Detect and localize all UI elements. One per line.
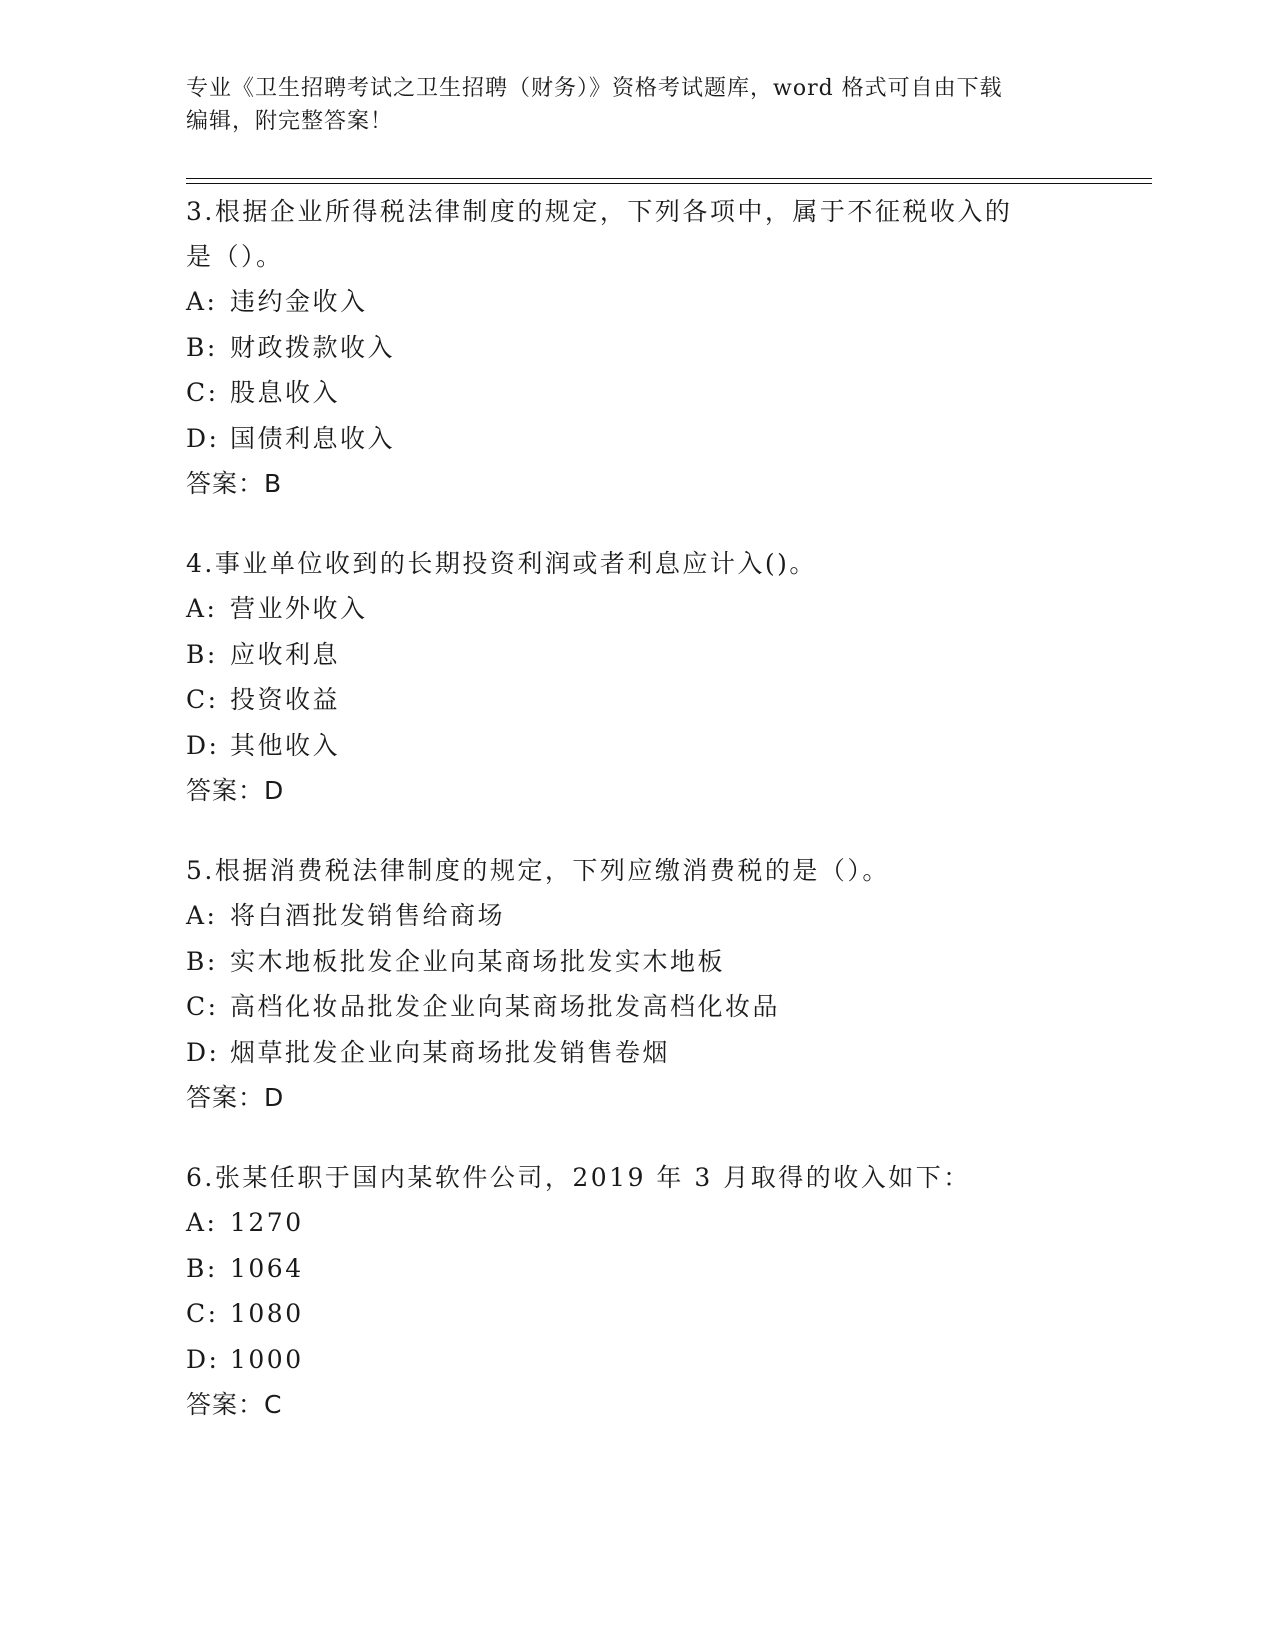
option-key: C:: [186, 685, 219, 714]
option-key: C:: [186, 1299, 219, 1328]
option-text: 将白酒批发销售给商场: [230, 901, 506, 930]
answer-line: 答案：D: [186, 776, 285, 805]
question-3: [186, 189, 1086, 507]
option-key: A:: [186, 1208, 218, 1237]
document-header: [186, 72, 1066, 138]
question-stem-line: 6.张某任职于国内某软件公司，2019 年 3 月取得的收入如下：: [186, 1163, 971, 1192]
answer-line: 答案：D: [186, 1083, 285, 1112]
header-divider-top: [186, 178, 1152, 179]
option-key: B:: [186, 639, 218, 669]
option-c: [186, 370, 1086, 416]
question-stem-line: 3.根据企业所得税法律制度的规定，下列各项中，属于不征税收入的: [186, 197, 1013, 226]
option-d: [186, 416, 1086, 462]
option-key: D:: [186, 1037, 220, 1067]
option-text: 应收利息: [230, 639, 341, 669]
answer-line: 答案：C: [186, 1390, 283, 1419]
option-b: [186, 632, 1086, 678]
option-b: [186, 325, 1086, 371]
option-key: D:: [186, 730, 220, 760]
question-5: [186, 848, 1086, 1121]
answer-line: 答案：B: [186, 469, 283, 498]
option-key: C:: [186, 992, 219, 1021]
option-text: 国债利息收入: [230, 423, 396, 453]
option-key: C:: [186, 378, 219, 407]
option-key: A:: [186, 901, 218, 930]
option-text: 1000: [230, 1344, 304, 1374]
option-text: 实木地板批发企业向某商场批发实木地板: [230, 946, 726, 976]
option-text: 高档化妆品批发企业向某商场批发高档化妆品: [230, 992, 781, 1021]
option-text: 营业外收入: [230, 594, 368, 623]
question-4: [186, 541, 1086, 814]
question-stem-line: 是（）。: [186, 242, 284, 271]
option-text: 投资收益: [230, 685, 341, 714]
option-c: [186, 984, 1086, 1030]
option-a: [186, 586, 1086, 632]
option-key: A:: [186, 594, 218, 623]
option-text: 烟草批发企业向某商场批发销售卷烟: [230, 1037, 671, 1067]
option-text: 1080: [230, 1299, 304, 1328]
header-divider-bottom: [186, 183, 1152, 184]
option-text: 股息收入: [230, 378, 341, 407]
option-key: A:: [186, 287, 218, 316]
option-a: [186, 893, 1086, 939]
option-text: 1064: [230, 1253, 304, 1283]
question-stem-line: 5.根据消费税法律制度的规定，下列应缴消费税的是（）。: [186, 856, 890, 885]
option-b: [186, 939, 1086, 985]
option-d: [186, 723, 1086, 769]
question-list: [186, 189, 1086, 1462]
option-key: B:: [186, 1253, 218, 1283]
option-key: B:: [186, 946, 218, 976]
option-text: 其他收入: [230, 730, 341, 760]
option-text: 财政拨款收入: [230, 332, 396, 362]
option-a: [186, 1200, 1086, 1246]
option-key: B:: [186, 332, 218, 362]
option-c: [186, 677, 1086, 723]
option-text: 违约金收入: [230, 287, 368, 316]
option-key: D:: [186, 1344, 220, 1374]
option-a: [186, 279, 1086, 325]
question-stem-line: 4.事业单位收到的长期投资利润或者利息应计入()。: [186, 549, 817, 578]
header-line-1: 专业《卫生招聘考试之卫生招聘（财务）》资格考试题库，word 格式可自由下载: [186, 76, 1003, 101]
option-key: D:: [186, 423, 220, 453]
option-c: [186, 1291, 1086, 1337]
question-6: [186, 1155, 1086, 1428]
option-text: 1270: [230, 1208, 304, 1237]
option-b: [186, 1246, 1086, 1292]
option-d: [186, 1337, 1086, 1383]
header-line-2: 编辑，附完整答案！: [186, 109, 394, 134]
option-d: [186, 1030, 1086, 1076]
